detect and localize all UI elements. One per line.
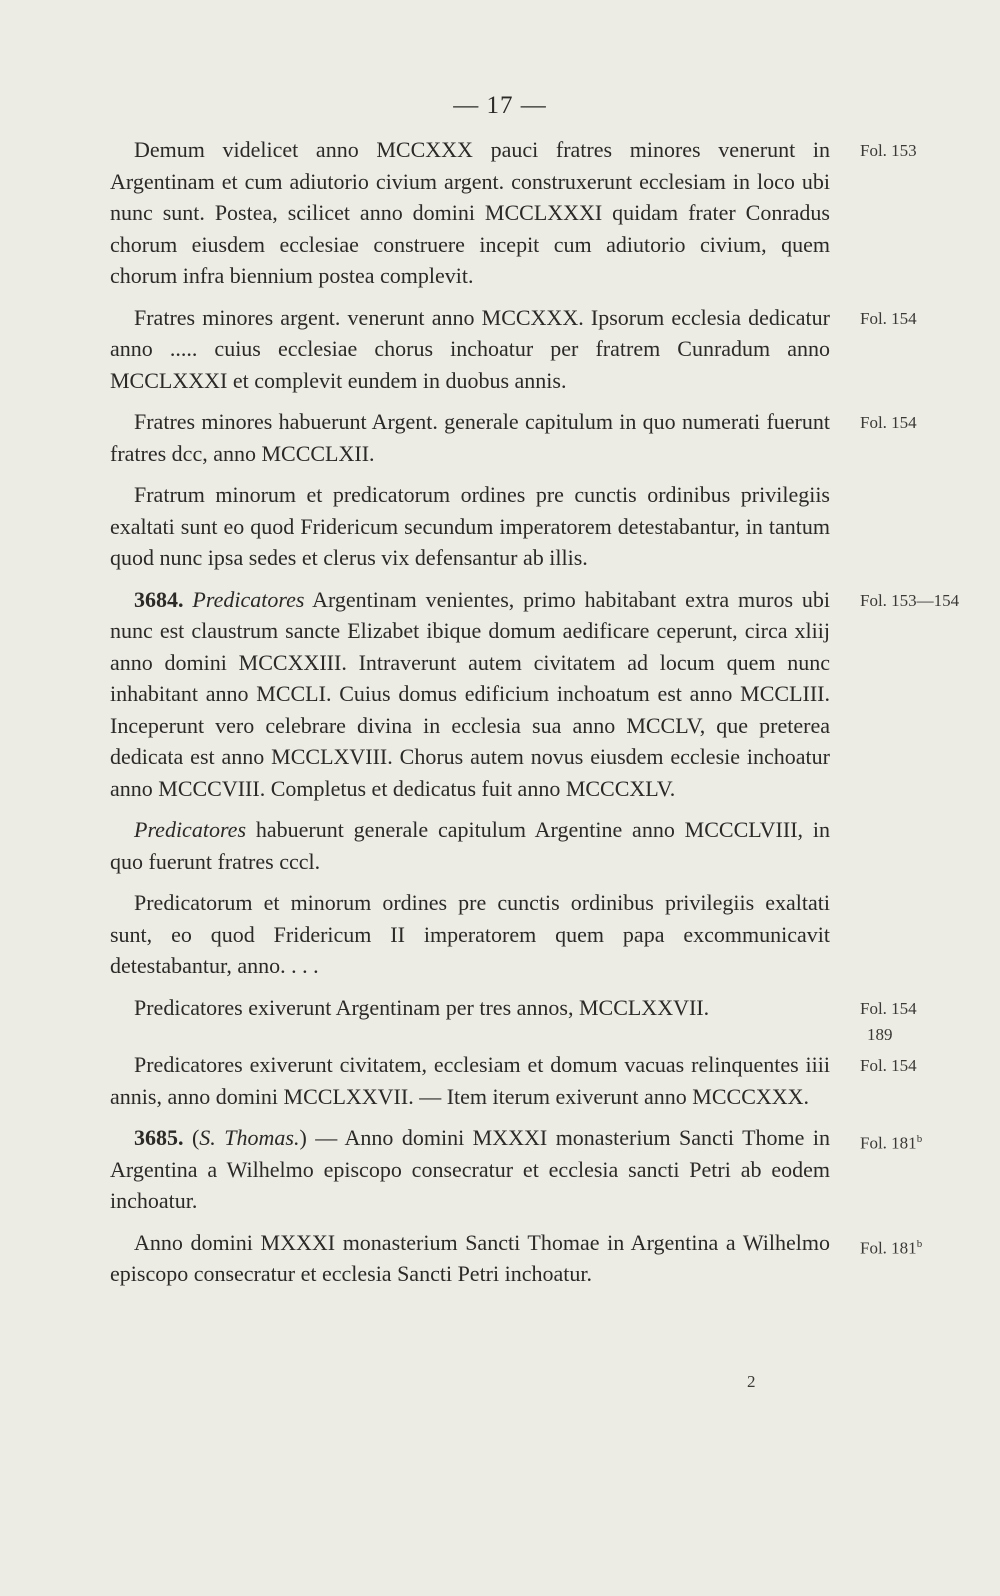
folio-reference <box>860 1126 922 1157</box>
paragraph-text: Fratres minores argent. venerunt anno MCCXXX. Ipsorum ecclesia dedicatur anno ..... cuius ecclesiae chorus inchoatur per fratrem Cunradum anno MCCLXXXI et complevit eundem in duobus annis. <box>110 304 830 393</box>
folio-reference: Fol. 154 <box>860 1056 917 1075</box>
paragraph-6 <box>110 814 830 877</box>
paragraph-8 <box>110 992 917 1044</box>
folio-reference: Fol. 153 <box>860 141 917 160</box>
folio-reference: Fol. 153—154 <box>860 590 960 610</box>
folio-superscript: b <box>916 1133 923 1145</box>
page-number: — 17 — <box>453 92 547 119</box>
folio-reference: Fol. 154 <box>860 413 917 432</box>
paragraph-4 <box>110 479 830 574</box>
paragraph-3 <box>110 406 917 469</box>
paren-close: ) <box>299 1125 307 1150</box>
folio-reference <box>860 996 917 1048</box>
folio-superscript: b <box>916 1237 923 1250</box>
italic-lead: Predicatores <box>192 586 305 612</box>
folio-reference-line: Fol. 181 <box>860 1238 917 1258</box>
paragraph-text: — Anno domini MXXXI monasterium Sancti Thome in Argentina a Wilhelmo episcopo consecratur et ecclesia sancti Petri ab eodem inchoatur. <box>110 1125 830 1213</box>
italic-lead: S. Thomas. <box>199 1125 300 1150</box>
paragraph-text: Argentinam venientes, primo habitabant extra muros ubi nunc est claustrum sancte Elizabet ibique domum aedificare ceperunt, circa xliij anno domini MCCXXIII. Intraverunt autem civitatem ad locum quem nunc inhabitant anno MCCLI. Cuius domus edificium inchoatum est anno MCCLIII. Inceperunt vero celebrare divina in ecclesia sua anno MCCLV, que preterea dedicata est anno MCCLXVIII. Chorus autem novus eiusdem ecclesie inchoatur anno MCCCVIII. Completus et dedicatus fuit anno MCCCXLV. <box>110 586 831 801</box>
paragraph-text: Predicatorum et minorum ordines pre cunctis ordinibus privilegiis exaltati sunt, eo quod Fridericum II imperatorem quem papa excommunicavit detestabantur, anno. . . . <box>110 890 830 978</box>
paragraph-text: habuerunt generale capitulum Argentine anno MCCCLVIII, in quo fuerunt fratres cccl. <box>110 817 830 874</box>
entry-3684 <box>110 584 960 805</box>
entry-3685 <box>110 1122 923 1217</box>
paragraph-text: Fratrum minorum et predicatorum ordines pre cunctis ordinibus privilegiis exaltati sunt eo quod Fridericum secundum imperatorem detestabantur, in tantum quod nunc ipsa sedes et clerus vix defensantur ab illis. <box>110 482 830 570</box>
paragraph-1 <box>110 134 917 292</box>
signature-mark: 2 <box>747 1372 756 1391</box>
entry-number: 3685. <box>134 1125 184 1150</box>
paragraph-text: Anno domini MXXXI monasterium Sancti Thomae in Argentina a Wilhelmo episcopo consecratur et ecclesia Sancti Petri inchoatur. <box>110 1229 830 1286</box>
paragraph-11 <box>110 1227 923 1290</box>
paren-open: ( <box>183 1125 200 1150</box>
paragraph-text: Fratres minores habuerunt Argent. generale capitulum in quo numerati fuerunt fratres dcc, anno MCCCLXII. <box>110 409 830 466</box>
paragraph-text: Demum videlicet anno MCCXXX pauci fratres minores venerunt in Argentinam et cum adiutorio civium argent. construxerunt ecclesiam in loco ubi nunc sunt. Postea, scilicet anno domini MCCLXXXI quidam frater Conradus chorum eiusdem ecclesiae construere incepit cum adiutorio civium, quem chorum infra biennium postea complevit. <box>110 137 830 288</box>
folio-reference: Fol. 154 <box>860 308 917 328</box>
italic-lead: Predicatores <box>134 817 247 842</box>
folio-reference-line: Fol. 154 <box>860 998 917 1018</box>
paragraph-7 <box>110 887 830 982</box>
paragraph-text: Predicatores exiverunt civitatem, ecclesiam et domum vacuas relinquentes iiii annis, anno domini MCCLXXVII. — Item iterum exiverunt anno MCCCXXX. <box>110 1052 830 1109</box>
paragraph-text: Predicatores exiverunt Argentinam per tres annos, MCCLXXVII. <box>134 994 710 1020</box>
body-text <box>110 134 960 1300</box>
folio-reference <box>860 1231 922 1262</box>
folio-reference-line: Fol. 181 <box>860 1133 917 1153</box>
paragraph-2 <box>110 302 917 397</box>
paragraph-9 <box>110 1049 917 1112</box>
entry-number: 3684. <box>134 586 184 612</box>
folio-reference-subline: 189 <box>867 1024 893 1044</box>
